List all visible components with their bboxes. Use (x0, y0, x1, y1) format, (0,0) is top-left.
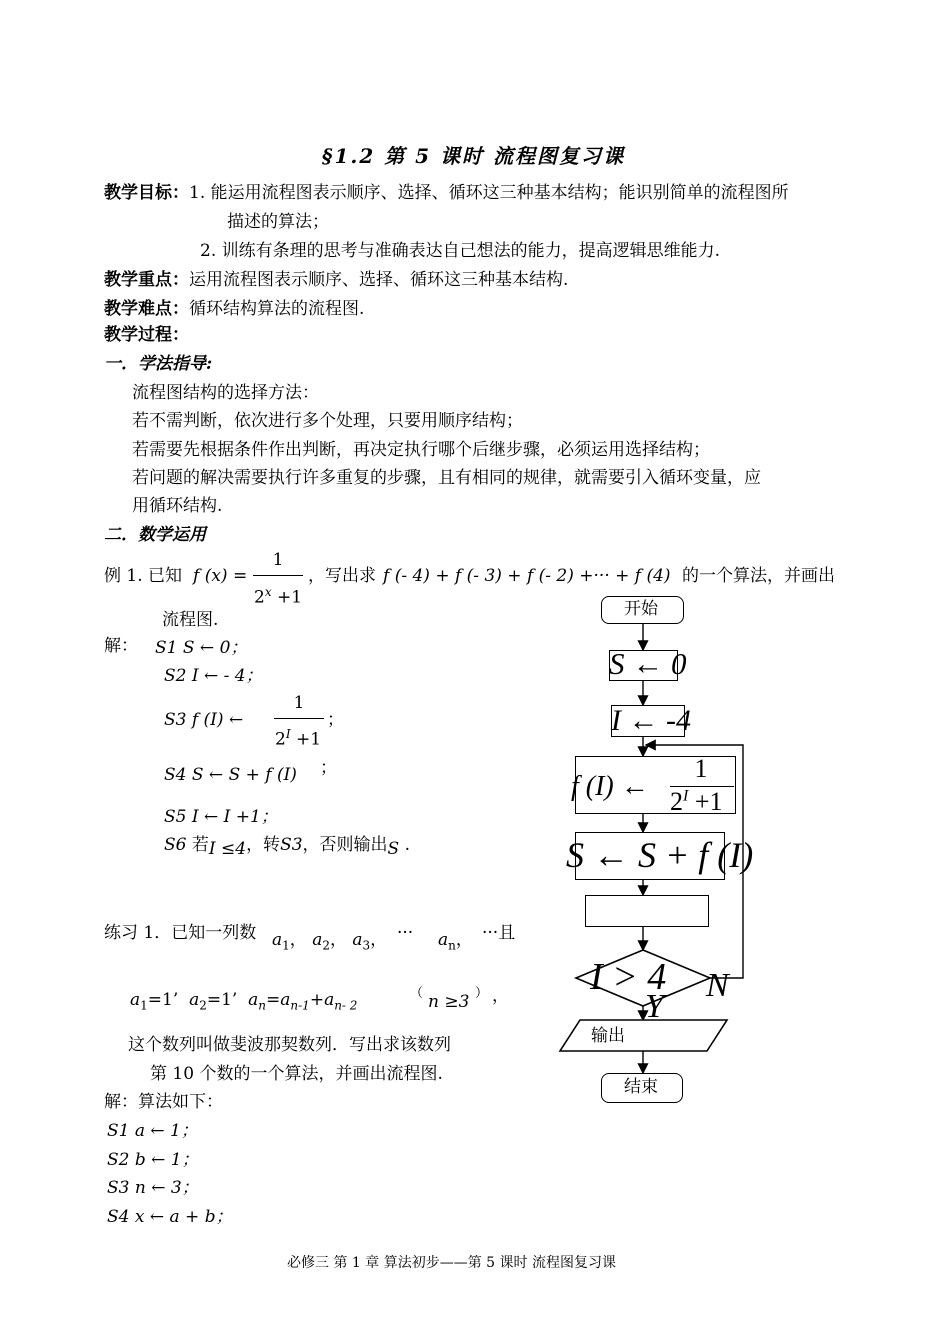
step-s3-num: 1 (293, 693, 305, 713)
exercise1-step: S4 x ← a + b； (107, 1207, 233, 1227)
section1-line: 用循环结构. (132, 496, 223, 516)
section1-line: 若需要先根据条件作出判断，再决定执行哪个后继步骤，必须运用选择结构； (132, 440, 710, 460)
flow-output-label: 输出 (591, 1026, 625, 1046)
flow-init-i-text: I ← -4 (611, 704, 691, 737)
paren-open: （ (410, 986, 424, 1001)
example1-mid: ，写出求 (308, 566, 376, 586)
example1-line2: 流程图. (162, 610, 219, 630)
exercise1-seq: $a_1$， $a_2$， $a_3$， (272, 930, 388, 953)
key-point-label: 教学重点： (104, 270, 189, 290)
n-ge-3: n ≥3 (428, 992, 470, 1012)
exercise1-an: $a_n$， (438, 930, 473, 953)
exercise1-line3: 这个数列叫做斐波那契数列．写出求该数列 (128, 1035, 451, 1055)
flow-end-label: 结束 (624, 1077, 658, 1097)
goals-item1-a: 1. 能运用流程图表示顺序、选择、循环这三种基本结构；能识别简单的流程图所 (189, 183, 789, 203)
step-s2: S2 I ← - 4； (164, 666, 263, 686)
output-parallelogram (560, 1020, 727, 1051)
exercise1-tail: ···且 (482, 923, 516, 943)
goals-label: 教学目标： (104, 183, 189, 203)
exercise1-step: S2 b ← 1； (107, 1150, 199, 1170)
step-s4: S4 S ← S + f (I) (164, 765, 297, 785)
paren-close: ） (475, 986, 489, 1001)
step-s6: S6 若I ≤4，转S3，否则输出S . (164, 835, 410, 859)
section1-line: 流程图结构的选择方法： (132, 383, 319, 403)
section1-heading: 一．学法指导: (104, 354, 213, 374)
difficulty-text: 循环结构算法的流程图. (189, 299, 365, 319)
flow-start-label: 开始 (624, 599, 658, 619)
flow-end (601, 1073, 683, 1103)
flow-init-s-text: S ← 0 (609, 646, 687, 681)
example1-prefix: 例 1. 已知 (104, 566, 183, 586)
key-point-text: 运用流程图表示顺序、选择、循环这三种基本结构. (189, 270, 569, 290)
example1-func: f (x) = (193, 566, 248, 586)
exercise1-ellipsis: ··· (397, 923, 414, 943)
exercise1-line4: 第 10 个数的一个算法，并画出流程图. (150, 1064, 443, 1084)
section2-heading: 二．数学运用 (104, 525, 206, 545)
difficulty-label: 教学难点： (104, 299, 189, 319)
exercise1-step: S3 n ← 3； (107, 1178, 199, 1198)
flow-start (601, 596, 684, 624)
example1-sum: f (- 4) + f (- 3) + f (- 2) +··· + f (4) (383, 566, 671, 586)
step-s1: S1 S ← 0； (155, 638, 248, 658)
section1-line: 若不需判断，依次进行多个处理，只要用顺序结构； (132, 411, 523, 431)
goals-item2: 2. 训练有条理的思考与准确表达自己想法的能力，提高逻辑思维能力. (200, 241, 721, 261)
flow-accumulate-text: S ← S + f (I) (566, 835, 754, 875)
goals-item1-b: 描述的算法； (227, 212, 329, 232)
step-s3-label: S3 f (I) ← (164, 710, 244, 730)
step-s5: S5 I ← I +1； (164, 807, 278, 827)
flow-no-label: N (706, 967, 729, 1004)
process-label: 教学过程： (104, 325, 189, 345)
section1-line: 若问题的解决需要执行许多重复的步骤，且有相同的规律，就需要引入循环变量，应 (132, 468, 761, 488)
flow-compute-f-den: $2^I +1$ (670, 787, 723, 816)
exercise1-intro: 练习 1．已知一列数 (104, 923, 257, 943)
page-title: §1.2 第 5 课时 流程图复习课 (322, 144, 626, 168)
example1-suffix: 的一个算法，并画出 (682, 566, 835, 586)
example1-solve: 解： (104, 636, 138, 656)
flow-decision-text: I > 4 (590, 956, 667, 998)
cond-comma: ， (492, 986, 509, 1006)
step-s4-end: ； (320, 758, 337, 778)
exercise1-solve: 解：算法如下： (104, 1092, 223, 1112)
flow-compute-f-num: 1 (694, 754, 708, 783)
exercise1-step: S1 a ← 1； (107, 1121, 198, 1141)
flow-yes-label: Y (645, 988, 664, 1025)
page-footer: 必修三 第 1 章 算法初步——第 5 课时 流程图复习课 (287, 1255, 616, 1271)
step-s3-end: ； (327, 710, 344, 730)
step-s3-den: $2^I +1$ (275, 727, 322, 750)
example1-frac-den: $2^x +1$ (254, 585, 303, 608)
flow-increment-box (585, 895, 709, 927)
example1-frac-num: 1 (272, 550, 284, 570)
exercise1-cond: $a_1=1$’ $a_2=1$’ $a_n=a_{n-1}+a_{n- 2}$ (130, 990, 358, 1013)
flow-compute-f-left: f (I) ← (571, 771, 649, 802)
